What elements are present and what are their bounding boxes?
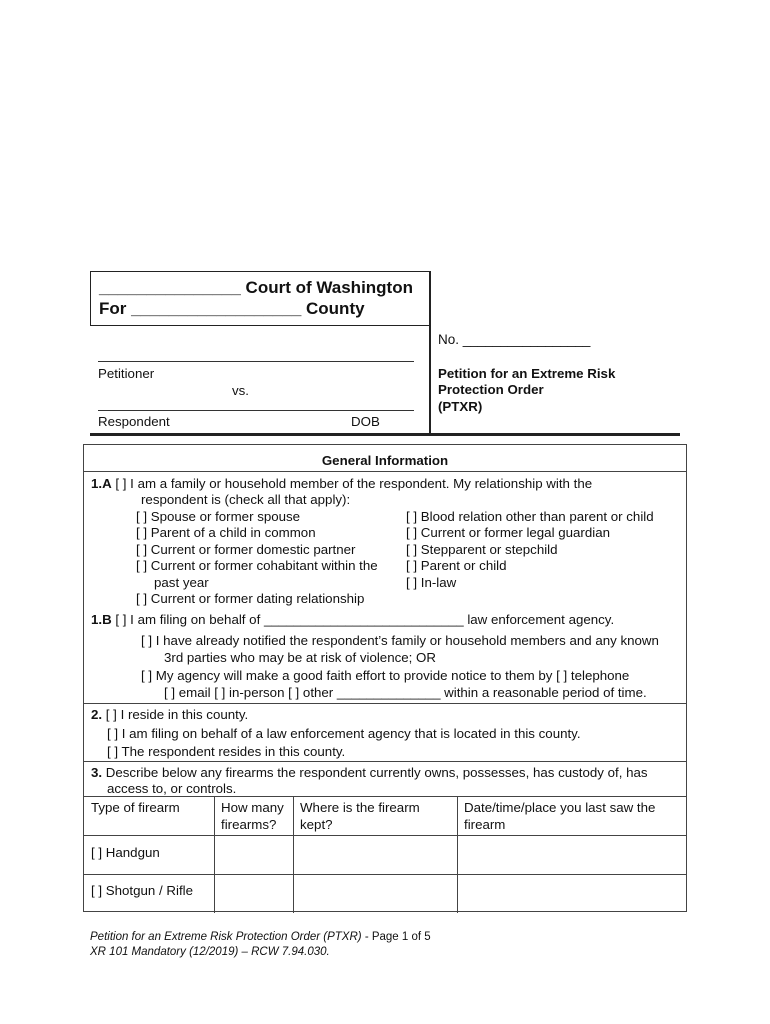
document-title-line3: (PTXR): [438, 399, 483, 414]
row-divider: [84, 796, 686, 797]
col-header-how-many-2: firearms?: [221, 817, 277, 832]
petitioner-label: Petitioner: [98, 366, 155, 381]
col-divider: [214, 796, 215, 913]
relationship-guardian[interactable]: [ ] Current or former legal guardian: [406, 525, 610, 540]
col-header-date: Date/time/place you last saw the: [464, 800, 656, 815]
col-header-type: Type of firearm: [91, 800, 180, 815]
page-footer: [90, 930, 431, 960]
relationship-in-law[interactable]: [ ] In-law: [406, 575, 457, 590]
relationship-domestic-partner[interactable]: [ ] Current or former domestic partner: [136, 542, 356, 557]
section-1b-number: 1.B: [91, 612, 112, 627]
document-title-line2: Protection Order: [438, 382, 544, 397]
section-1b-line1: [91, 612, 614, 627]
section-header: General Information: [321, 453, 449, 468]
relationship-cohabitant-cont: past year: [154, 575, 209, 590]
section-2-agency-checkbox[interactable]: [ ] I am filing on behalf of a law enforcement agency that is located in this county.: [107, 726, 581, 741]
section-3-number: 3.: [91, 765, 103, 780]
county-line: For __________________ County: [99, 299, 365, 318]
col-divider: [457, 796, 458, 913]
col-divider: [293, 796, 294, 913]
col-header-date-2: firearm: [464, 817, 506, 832]
section-1b-option2[interactable]: [ ] My agency will make a good faith effort to provide notice to them by [ ] telephone: [141, 668, 630, 683]
court-name-line: _______________ Court of Washington: [99, 278, 413, 297]
section-1a-number: 1.A: [91, 476, 112, 491]
col-header-where-2: kept?: [300, 817, 333, 832]
row-divider: [84, 835, 686, 836]
relationship-stepparent[interactable]: [ ] Stepparent or stepchild: [406, 542, 558, 557]
row-divider: [84, 874, 686, 875]
case-number: No. _________________: [438, 332, 591, 347]
col-header-how-many: How many: [221, 800, 284, 815]
versus-label: vs.: [232, 383, 249, 398]
general-information-table: [83, 444, 687, 912]
section-1a-checkbox-text[interactable]: [ ] I am a family or household member of the respondent. My relationship with the: [111, 476, 593, 491]
relationship-dating[interactable]: [ ] Current or former dating relationship: [136, 591, 365, 606]
footer-page-number: - Page 1 of 5: [361, 931, 431, 943]
court-name-box: [90, 271, 430, 326]
section-1a-line1: [91, 476, 592, 491]
relationship-parent-or-child[interactable]: [ ] Parent or child: [406, 558, 507, 573]
section-1b-option1-cont: 3rd parties who may be at risk of violence; OR: [164, 650, 436, 665]
section-2-line1: [91, 707, 248, 722]
petitioner-line: [98, 361, 414, 362]
section-3-text: Describe below any firearms the respondent currently owns, possesses, has custody of, has: [102, 765, 648, 780]
firearm-row-shotgun-rifle[interactable]: [ ] Shotgun / Rifle: [91, 883, 193, 898]
section-3-line1: [91, 765, 648, 780]
firearm-row-handgun[interactable]: [ ] Handgun: [91, 845, 160, 860]
footer-form-id: XR 101 Mandatory (12/2019) – RCW 7.94.030.: [90, 946, 330, 958]
relationship-cohabitant[interactable]: [ ] Current or former cohabitant within the: [136, 558, 378, 573]
section-1b-option2-cont[interactable]: [ ] email [ ] in-person [ ] other ______________ within a reasonable period of time.: [164, 685, 647, 700]
section-1b-checkbox-text[interactable]: [ ] I am filing on behalf of ___________________________ law enforcement agency.: [111, 612, 615, 627]
section-1b-option1[interactable]: [ ] I have already notified the respondent’s family or household members and any known: [141, 633, 659, 648]
caption-divider: [429, 271, 431, 435]
section-2-reside-checkbox[interactable]: [ ] I reside in this county.: [102, 707, 249, 722]
document-title-line1: Petition for an Extreme Risk: [438, 366, 616, 381]
row-divider: [84, 471, 686, 472]
dob-label: DOB: [351, 414, 380, 429]
section-3-line2: access to, or controls.: [107, 781, 237, 796]
caption-bottom-rule: [90, 433, 680, 436]
relationship-spouse[interactable]: [ ] Spouse or former spouse: [136, 509, 301, 524]
row-divider: [84, 703, 686, 704]
col-header-where: Where is the firearm: [300, 800, 420, 815]
section-2-respondent-checkbox[interactable]: [ ] The respondent resides in this county.: [107, 744, 346, 759]
relationship-parent-child-common[interactable]: [ ] Parent of a child in common: [136, 525, 316, 540]
footer-line1: [90, 930, 431, 945]
respondent-label: Respondent: [98, 414, 170, 429]
footer-form-title: Petition for an Extreme Risk Protection Order (PTXR): [90, 931, 362, 943]
row-divider: [84, 761, 686, 762]
section-2-number: 2.: [91, 707, 103, 722]
respondent-line: [98, 410, 414, 411]
relationship-blood[interactable]: [ ] Blood relation other than parent or child: [406, 509, 654, 524]
section-1a-line2: respondent is (check all that apply):: [141, 492, 351, 507]
